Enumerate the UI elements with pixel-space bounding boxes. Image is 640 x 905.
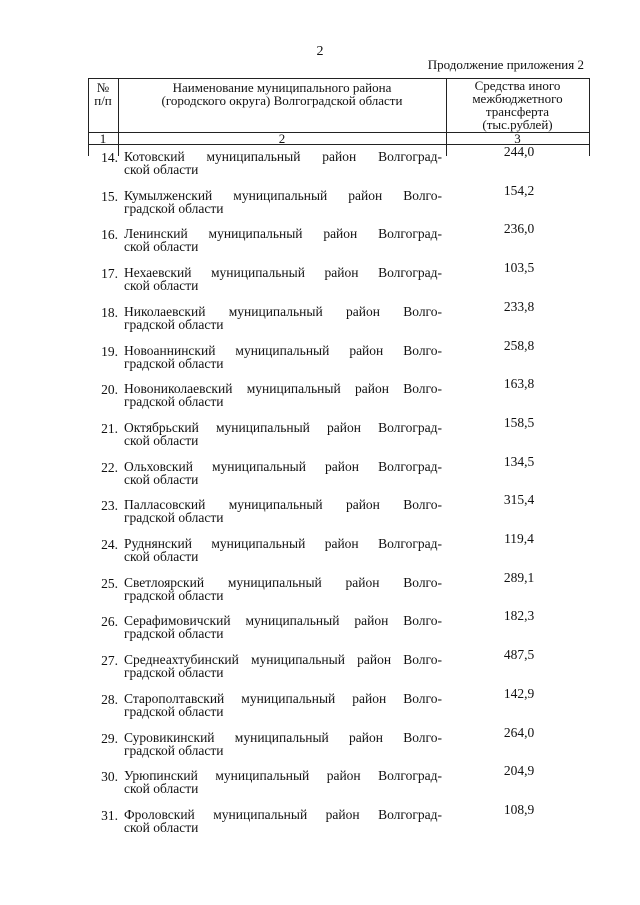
row-amount: 258,8: [503, 337, 535, 353]
row-number: 15.: [101, 188, 118, 204]
row-number: 21.: [101, 420, 118, 436]
row-number: 29.: [101, 730, 118, 746]
row-name: Ольховский муниципальный район Волгоград- ской области: [124, 458, 442, 487]
header-col-amount: Средства иного межбюджетного трансферта (тыс.рублей): [472, 78, 563, 132]
row-name: Октябрьский муниципальный район Волгоград- ской области: [124, 419, 442, 448]
page-number: 2: [316, 44, 324, 59]
row-number: 24.: [101, 537, 118, 552]
row-name: Палласовский муниципальный район Волго- градской области: [124, 497, 442, 526]
row-amount: 315,4: [503, 492, 535, 508]
row-name: Урюпинский муниципальный район Волгоград- ской области: [124, 768, 442, 797]
col-index-2: 2: [278, 131, 286, 146]
row-name: Нехаевский муниципальный район Волгоград- ской области: [124, 265, 442, 294]
row-amount: 264,0: [503, 724, 535, 740]
row-amount: 154,2: [503, 182, 535, 198]
row-number: 25.: [101, 575, 118, 591]
row-number: 31.: [101, 807, 118, 823]
row-name: Суровикинский муниципальный район Волго- градской области: [124, 729, 442, 758]
row-name: Фроловский муниципальный район Волгоград- ской области: [124, 806, 442, 835]
row-number: 28.: [101, 691, 118, 707]
row-number: 22.: [101, 459, 118, 475]
row-name: Кумылженский муниципальный район Волго- градской области: [124, 187, 442, 216]
col-index-1: 1: [99, 131, 107, 146]
row-amount: 244,0: [503, 144, 535, 159]
continuation-label: Продолжение приложения 2: [427, 57, 584, 72]
row-name: Ленинский муниципальный район Волгоград- ской области: [124, 226, 442, 255]
row-amount: 236,0: [503, 221, 535, 237]
row-number: 17.: [101, 266, 118, 282]
row-number: 18.: [101, 304, 118, 320]
row-amount: 103,5: [503, 260, 535, 276]
row-number: 23.: [101, 498, 118, 514]
row-amount: 119,4: [504, 531, 534, 546]
row-name: Руднянский муниципальный район Волгоград- ской области: [124, 536, 442, 564]
row-name: Серафимовичский муниципальный район Волго- градской области: [124, 613, 442, 642]
header-right-border: [589, 78, 590, 156]
row-name: Старополтавский муниципальный район Волго- градской области: [124, 690, 442, 719]
row-amount: 233,8: [503, 298, 535, 314]
row-name: Котовский муниципальный район Волгоград- ской области: [124, 149, 442, 177]
row-amount: 163,8: [503, 376, 535, 392]
row-name: Новониколаевский муниципальный район Волго- градской области: [124, 381, 442, 410]
header-col-name: Наименование муниципального района (городского округа) Волгоградской области: [161, 80, 403, 108]
row-number: 14.: [101, 150, 118, 165]
row-number: 26.: [101, 614, 118, 630]
row-number: 20.: [101, 382, 118, 398]
row-number: 19.: [101, 343, 118, 359]
row-amount: 182,3: [503, 608, 535, 624]
row-amount: 108,9: [503, 801, 535, 817]
col-index-3: 3: [514, 131, 521, 146]
row-number: 16.: [101, 227, 118, 243]
row-name: Светлоярский муниципальный район Волго- градской области: [124, 574, 442, 603]
row-amount: 289,1: [503, 569, 535, 585]
row-number: 30.: [101, 769, 118, 785]
row-name: Среднеахтубинский муниципальный район Волго- градской области: [124, 652, 442, 681]
row-amount: 204,9: [503, 763, 535, 779]
row-name: Николаевский муниципальный район Волго- градской области: [124, 303, 442, 332]
row-amount: 487,5: [503, 647, 535, 663]
row-name: Новоаннинский муниципальный район Волго- градской области: [124, 342, 442, 371]
row-amount: 158,5: [503, 414, 535, 430]
header-col-num: № п/п: [94, 80, 112, 108]
row-number: 27.: [101, 653, 118, 669]
row-amount: 142,9: [503, 685, 535, 701]
row-amount: 134,5: [503, 453, 535, 469]
